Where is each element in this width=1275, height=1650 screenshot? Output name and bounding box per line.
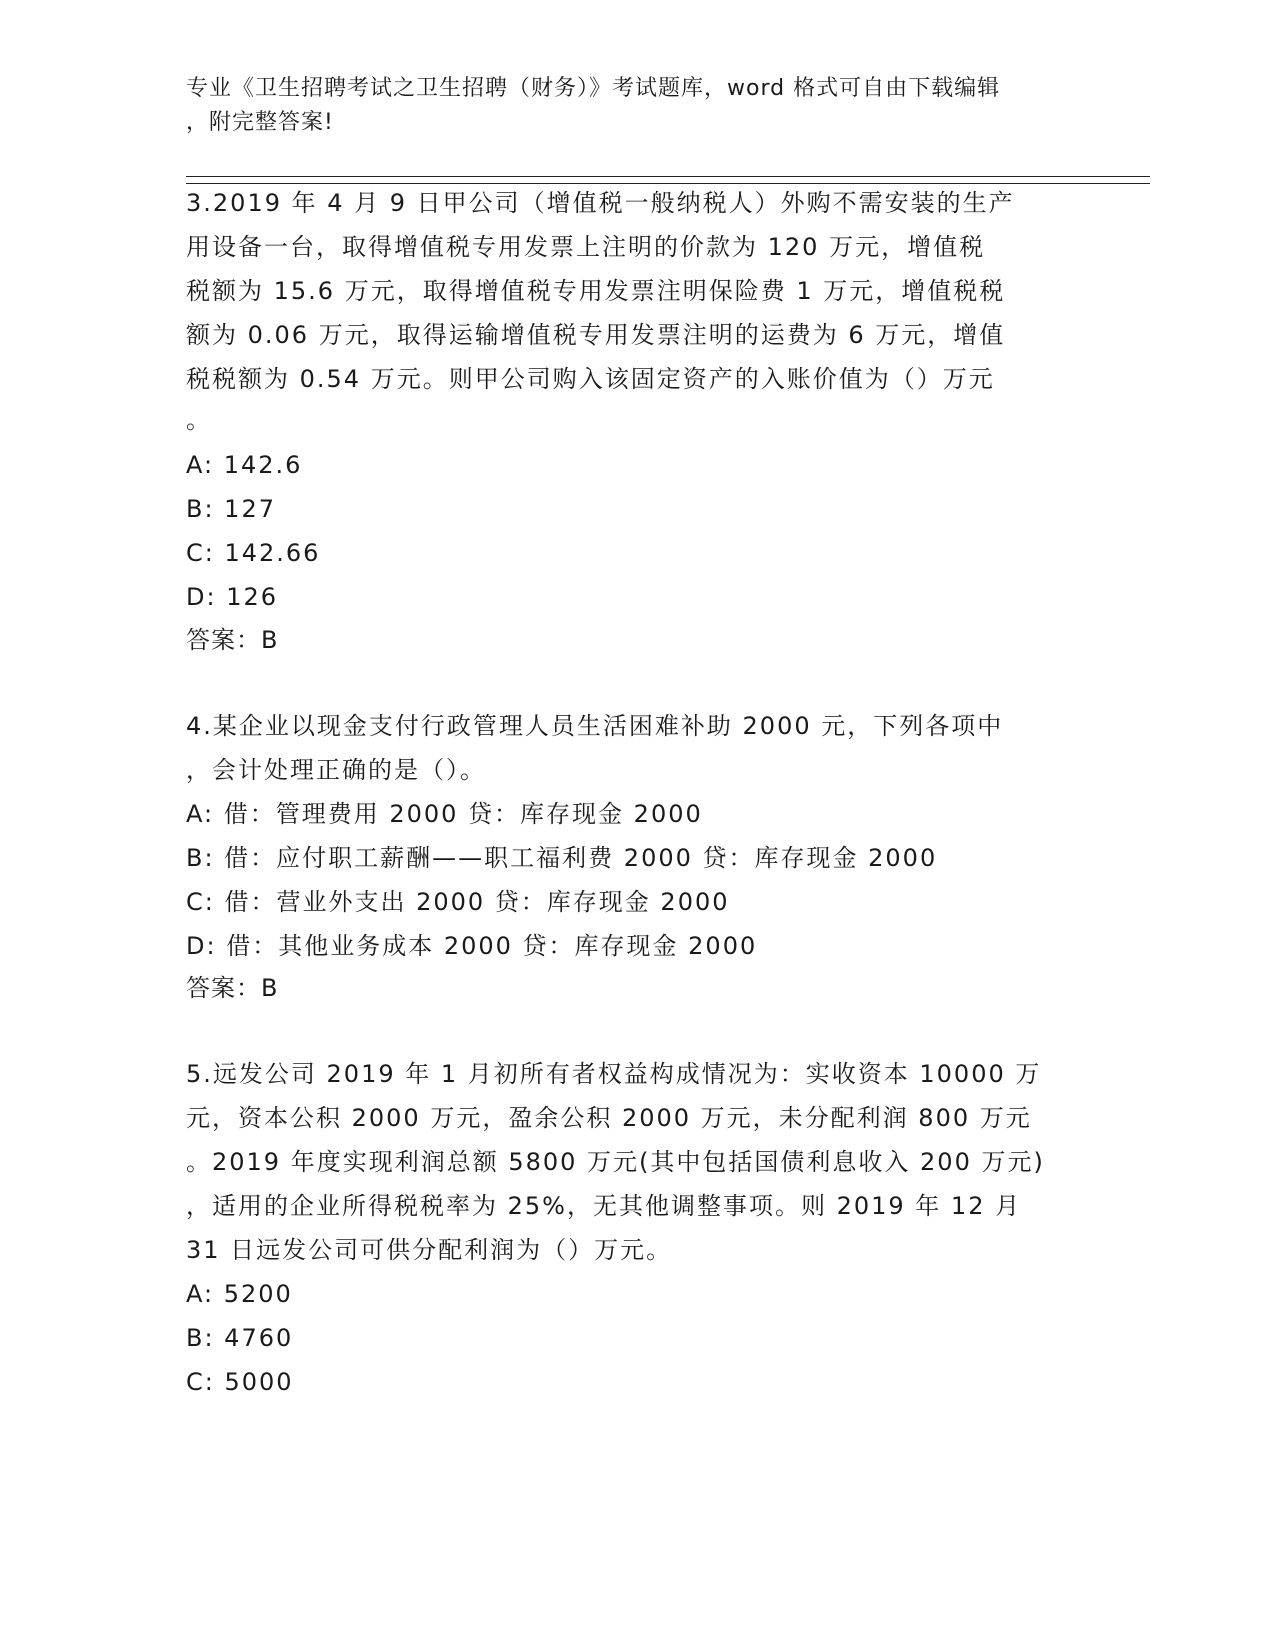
option-b: B: 4760 (186, 1324, 294, 1352)
option-c: C: 142.66 (186, 539, 321, 567)
question-stem-line: 税税额为 0.54 万元。则甲公司购入该固定资产的入账价值为（）万元 (186, 365, 995, 393)
document-header (186, 72, 1066, 140)
option-a: A: 142.6 (186, 451, 303, 479)
question-stem-line: 4.某企业以现金支付行政管理人员生活困难补助 2000 元，下列各项中 (186, 712, 1004, 740)
question-stem-line: 。2019 年度实现利润总额 5800 万元(其中包括国债利息收入 200 万元) (186, 1148, 1045, 1176)
option-b: B: 127 (186, 495, 276, 523)
option-b: B: 借：应付职工薪酬——职工福利费 2000 贷：库存现金 2000 (186, 844, 938, 872)
question-stem-line: 元，资本公积 2000 万元，盈余公积 2000 万元，未分配利润 800 万元 (186, 1104, 1032, 1132)
question-stem-line: 31 日远发公司可供分配利润为（）万元。 (186, 1236, 673, 1264)
question-stem-line: ，会计处理正确的是（）。 (186, 756, 486, 784)
question-stem-line: 额为 0.06 万元，取得运输增值税专用发票注明的运费为 6 万元，增值 (186, 321, 1006, 349)
answer-line: 答案：B (186, 974, 279, 1002)
option-c: C: 5000 (186, 1368, 294, 1396)
question-stem-line: 税额为 15.6 万元，取得增值税专用发票注明保险费 1 万元，增值税税 (186, 277, 1006, 305)
header-divider-top (186, 176, 1150, 177)
option-c: C: 借：营业外支出 2000 贷：库存现金 2000 (186, 888, 730, 916)
option-d: D: 126 (186, 583, 279, 611)
question-stem-line: 。 (186, 406, 212, 434)
answer-line: 答案：B (186, 626, 279, 654)
question-stem-line: 5.远发公司 2019 年 1 月初所有者权益构成情况为：实收资本 10000 万 (186, 1060, 1042, 1088)
header-divider-bottom (186, 183, 1150, 184)
option-a: A: 借：管理费用 2000 贷：库存现金 2000 (186, 800, 703, 828)
header-title-line-continued: ，附完整答案! (186, 110, 334, 135)
option-a: A: 5200 (186, 1280, 293, 1308)
question-stem-line: 用设备一台，取得增值税专用发票上注明的价款为 120 万元，增值税 (186, 233, 986, 261)
option-d: D: 借：其他业务成本 2000 贷：库存现金 2000 (186, 932, 758, 960)
question-stem-line: 3.2019 年 4 月 9 日甲公司（增值税一般纳税人）外购不需安装的生产 (186, 189, 1015, 217)
header-title-line: 专业《卫生招聘考试之卫生招聘（财务）》考试题库，word 格式可自由下载编辑 (186, 76, 1001, 101)
question-stem-line: ，适用的企业所得税税率为 25%，无其他调整事项。则 2019 年 12 月 (186, 1192, 1022, 1220)
